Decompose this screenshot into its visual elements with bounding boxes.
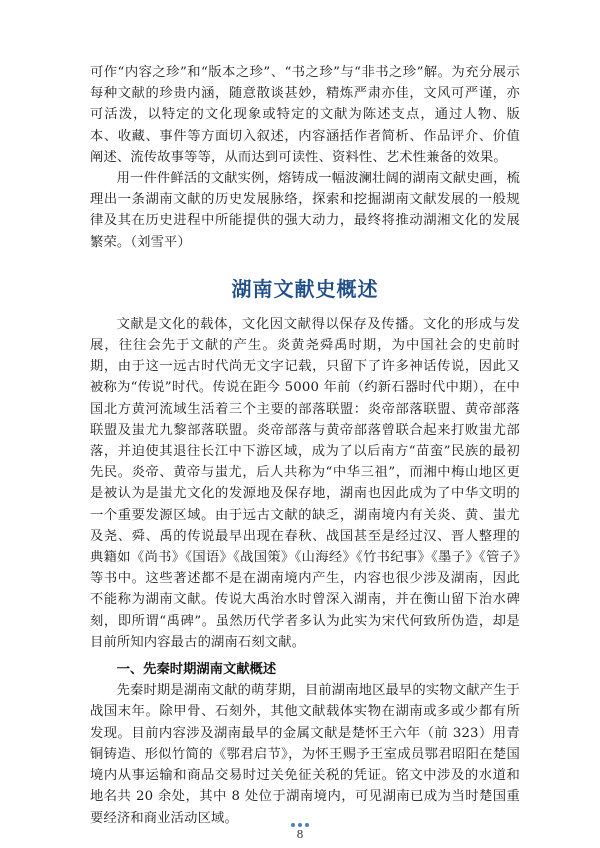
decorative-dots-icon: [0, 823, 600, 827]
subsection-paragraph: 先秦时期是湖南文献的萌芽期，目前湖南地区最早的实物文献产生于战国末年。除甲骨、石刻外，其他文献载体实物在湖南或多或少都有所发现。目前内容涉及湖南最早的金属文献是楚怀王六年（前 323）用青铜铸造、形似竹简的《鄂君启节》，为怀王赐予王室成员鄂君昭阳在楚国境内从事运输和商品交易时过关免征关税的凭证。铭文中涉及的水道和地名共 20 余处，其中 8 处位于湖南境内，可见湖南已成为当时楚国重要经济和商业活动区域。: [90, 683, 520, 826]
document-page: [90, 62, 520, 829]
intro-paragraph-1: 可作“内容之珍”和“版本之珍”、“书之珍”与“非书之珍”解。为充分展示每种文献的珍贵内涵，随意散谈甚妙，精炼严肃亦佳，文风可严谨，亦可活泼，以特定的文化现象或特定的文献为陈述支点，通过人物、版本、收藏、事件等方面切入叙述，内容涵括作者简析、作品评介、价值阐述、流传故事等等，从而达到可读性、资料性、艺术性兼备的效果。: [90, 65, 520, 165]
intro-section: [90, 62, 520, 253]
overview-section: [90, 314, 520, 653]
section-title: 湖南文献史概述: [231, 276, 379, 301]
intro-paragraph-2: 用一件件鲜活的文献实例，熔铸成一幅波澜壮阔的湖南文献史画，梳理出一条湖南文献的历史发展脉络，探索和挖掘湖南文献发展的一般规律及其在历史进程中所能提供的强大动力，最终将推动湖湘文化的发展繁荣。（刘雪平）: [90, 171, 520, 250]
page-number: 8: [296, 828, 304, 841]
overview-paragraph: 文献是文化的载体，文化因文献得以保存及传播。文化的形成与发展，往往会先于文献的产生。炎黄尧舜禹时期，为中国社会的史前时期，由于这一远古时代尚无文字记载，只留下了许多神话传说，因此又被称为“传说”时代。传说在距今 5000 年前（约新石器时代中期），在中国北方黄河流域生活着三个主要的部落联盟：炎帝部落联盟、黄帝部落联盟及蚩尤九黎部落联盟。炎帝部落与黄帝部落曾联合起来打败蚩尤部落，并迫使其退往长江中下游区域，成为了以后南方“苗蛮”民族的最初先民。炎帝、黄帝与蚩尤，后人共称为“中华三祖”，而湘中梅山地区更是被认为是蚩尤文化的发源地及保存地，湖南也因此成为了中华文明的一个重要发源区域。由于远古文献的缺乏，湖南境内有关炎、黄、蚩尤及尧、舜、禹的传说最早出现在春秋、战国甚至是经过汉、晋人整理的典籍如《尚书》《国语》《战国策》《山海经》《竹书纪事》《墨子》《管子》等书中。这些著述都不是在湖南境内产生，内容也很少涉及湖南，因此不能称为湖南文献。传说大禹治水时曾深入湖南，并在衡山留下治水碑刻，即所谓“禹碑”。虽然历代学者多认为此实为宋代何致所伪造，却是目前所知内容最古的湖南石刻文献。: [90, 316, 520, 650]
subsection-heading: 一、先秦时期湖南文献概述: [116, 662, 277, 678]
page-footer: [0, 823, 600, 841]
